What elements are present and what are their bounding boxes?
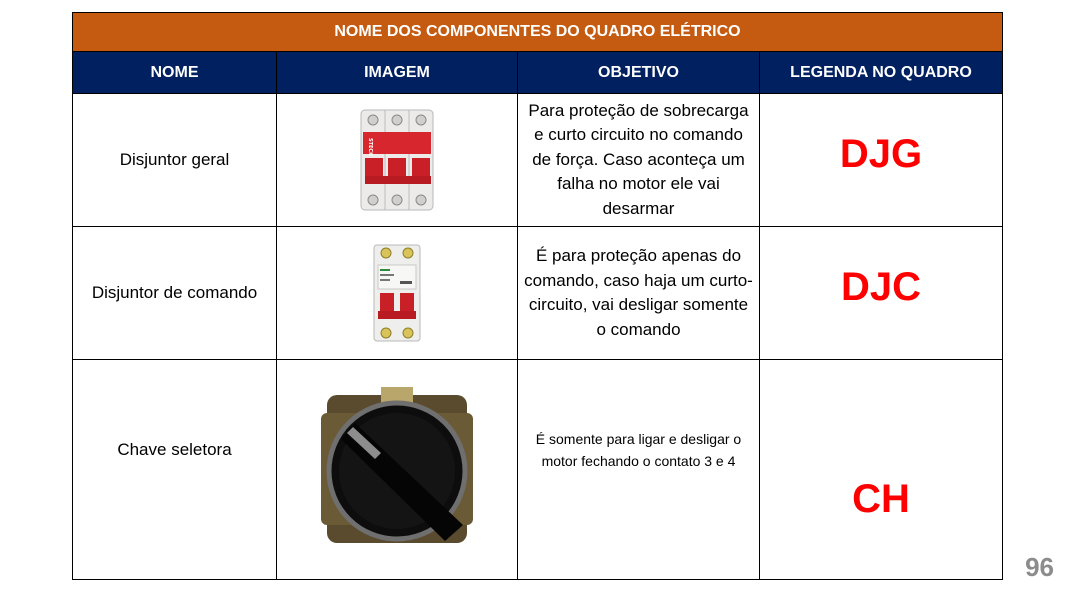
header-nome: NOME <box>73 52 277 94</box>
table-title: NOME DOS COMPONENTES DO QUADRO ELÉTRICO <box>73 13 1003 52</box>
components-table <box>72 12 1003 580</box>
component-name: Disjuntor geral <box>73 94 277 227</box>
page-number: 96 <box>1025 552 1054 582</box>
component-image-cell <box>277 94 518 227</box>
component-name: Chave seletora <box>73 360 277 580</box>
table-row <box>73 360 1003 580</box>
component-legend <box>760 227 1003 360</box>
selector-switch-icon <box>317 385 477 555</box>
component-objective: É somente para ligar e desligar o motor fechando o contato 3 e 4 <box>518 360 760 580</box>
breaker-3-pole-icon <box>359 108 435 212</box>
table-row <box>73 94 1003 227</box>
table-title-row <box>73 13 1003 52</box>
table-row <box>73 227 1003 360</box>
component-objective: Para proteção de sobrecarga e curto circuito no comando de força. Caso aconteça um falha no motor ele vai desarmar <box>518 94 760 227</box>
component-image-cell <box>277 227 518 360</box>
breaker-brand-label: STECK <box>367 138 373 156</box>
header-objetivo: OBJETIVO <box>518 52 760 94</box>
table-header-row <box>73 52 1003 94</box>
legend-code: DJG <box>839 131 923 176</box>
legend-code: DJC <box>840 264 922 309</box>
component-legend <box>760 94 1003 227</box>
component-legend <box>760 360 1003 580</box>
component-name: Disjuntor de comando <box>73 227 277 360</box>
header-imagem: IMAGEM <box>277 52 518 94</box>
component-image-cell <box>277 360 518 580</box>
breaker-2-pole-icon <box>372 243 422 343</box>
legend-code: CH <box>852 477 910 521</box>
component-objective: É para proteção apenas do comando, caso haja um curto-circuito, vai desligar somente o comando <box>518 227 760 360</box>
header-legenda: LEGENDA NO QUADRO <box>760 52 1003 94</box>
